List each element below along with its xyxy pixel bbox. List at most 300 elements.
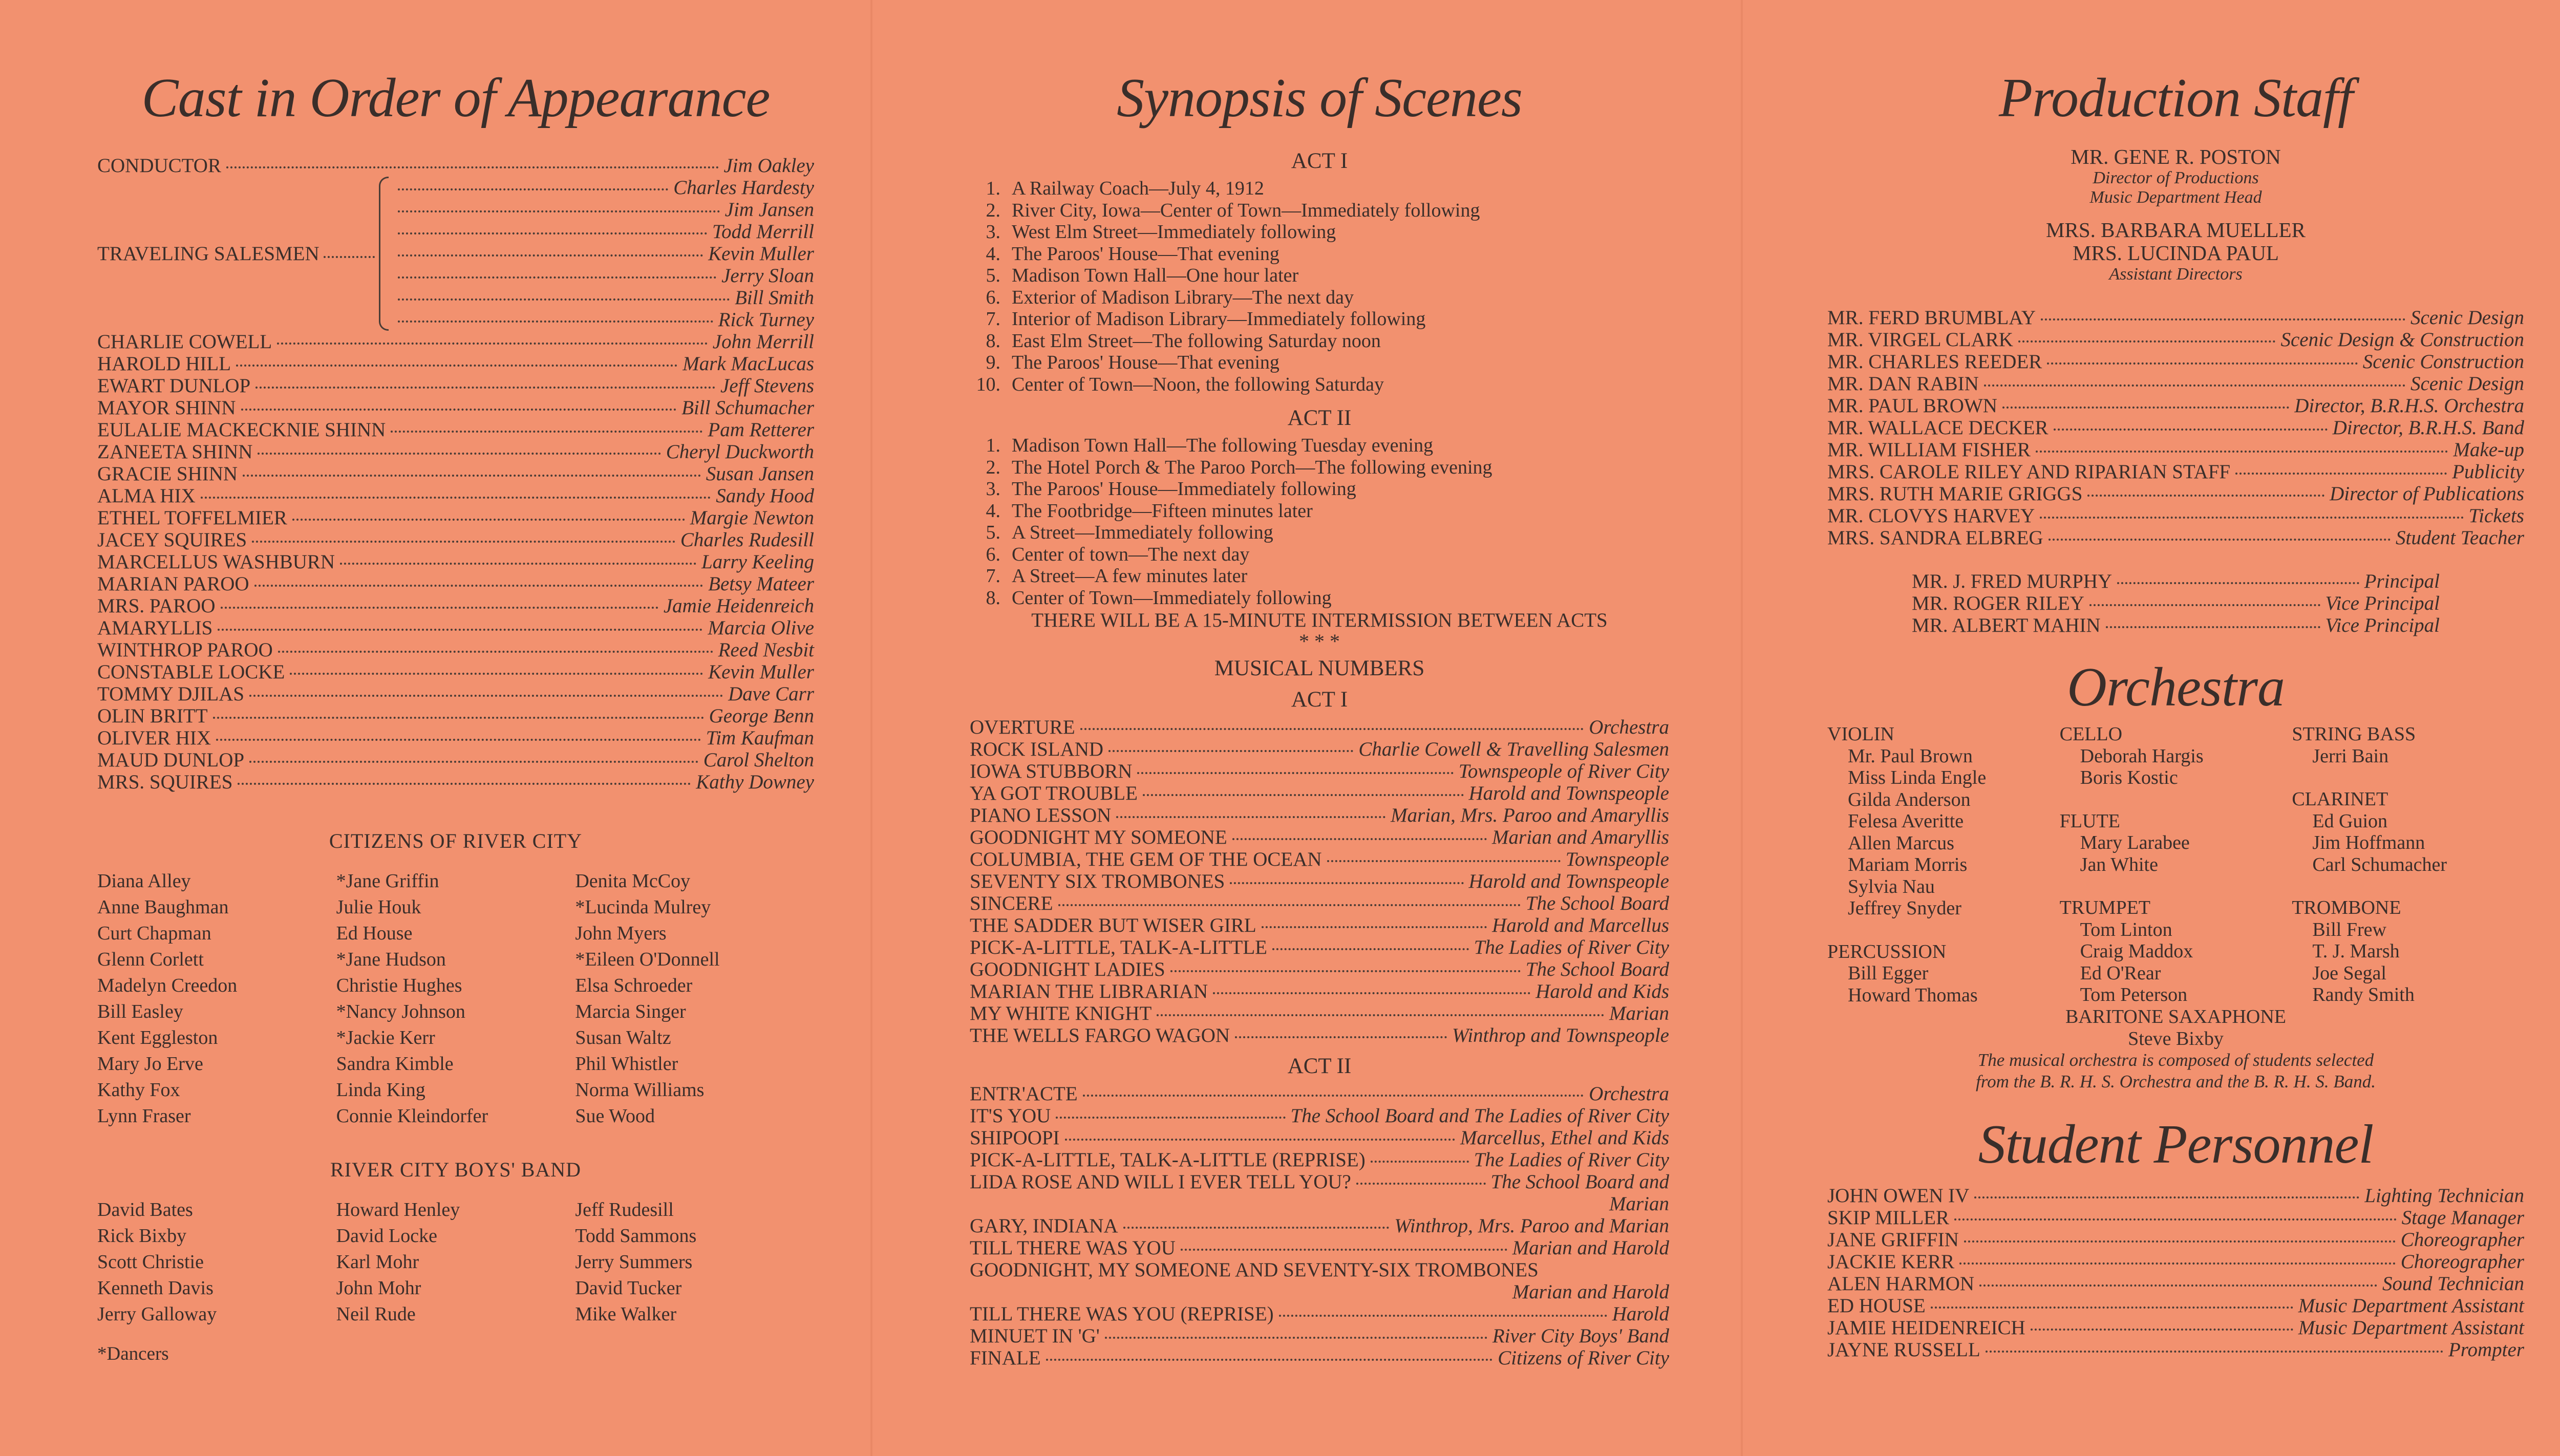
person-name: Kent Eggleston — [97, 1027, 218, 1048]
leader-dots — [241, 409, 677, 411]
scene-number: 1. — [986, 435, 1000, 456]
leader-dots — [1235, 1036, 1447, 1038]
name-column — [575, 1197, 814, 1327]
value: Tickets — [2468, 505, 2524, 527]
leader-dots — [277, 342, 708, 345]
leader-dots — [2089, 604, 2320, 606]
student-row — [1827, 1339, 2524, 1361]
actor-name: Bill Smith — [735, 287, 814, 309]
cast-row — [97, 661, 814, 683]
leader-dots — [1213, 992, 1530, 994]
scene-number: 5. — [986, 522, 1000, 543]
leader-dots — [2047, 362, 2358, 365]
name-column — [97, 868, 336, 1129]
song-title: FINALE — [970, 1347, 1041, 1369]
scene-number: 3. — [986, 221, 1000, 243]
admin-row — [1912, 614, 2440, 636]
song-row — [970, 936, 1669, 958]
value: Scenic Design — [2410, 373, 2524, 395]
value: George Benn — [709, 705, 814, 727]
actor-name: Kevin Muller — [708, 243, 814, 265]
scene-number: 7. — [986, 565, 1000, 587]
musician-name: Ed Guion — [2312, 810, 2388, 832]
performers: Marcellus, Ethel and Kids — [1460, 1127, 1669, 1149]
label: MRS. SQUIRES — [97, 771, 233, 793]
scene-number: 9. — [986, 352, 1000, 373]
label: MR. CLOVYS HARVEY — [1827, 505, 2035, 527]
musical-act1-heading: ACT I — [1291, 688, 1348, 712]
performers: Marian — [1609, 1193, 1669, 1215]
staff-row — [1827, 373, 2524, 395]
person-name: Jeff Rudesill — [575, 1199, 674, 1221]
song-row — [970, 760, 1669, 782]
orchestra-grid — [1827, 723, 2524, 1006]
scene-text: West Elm Street—Immediately following — [1012, 221, 1336, 243]
intermission-note: THERE WILL BE A 15-MINUTE INTERMISSION BETWEEN ACTS — [1031, 609, 1608, 631]
performers-continued — [970, 1281, 1669, 1303]
person-name: Elsa Schroeder — [575, 975, 693, 996]
instrument-section: TROMBONE — [2292, 897, 2401, 918]
song-title: MY WHITE KNIGHT — [970, 1002, 1152, 1024]
person-name: Mary Jo Erve — [97, 1053, 203, 1075]
value: Tim Kaufman — [706, 727, 814, 749]
leader-dots — [2041, 318, 2405, 320]
person-name: Julie Houk — [336, 896, 421, 918]
act2-heading: ACT II — [1287, 406, 1352, 430]
musician-name: Mary Larabee — [2080, 832, 2190, 853]
scene-number: 6. — [986, 286, 1000, 308]
leader-dots — [1116, 816, 1385, 818]
cast-row — [97, 727, 814, 749]
value: Kathy Downey — [696, 771, 814, 793]
scene-number: 10. — [976, 373, 1000, 395]
value: Lighting Technician — [2364, 1185, 2524, 1207]
instrument-section: PERCUSSION — [1827, 940, 1947, 962]
song-title: PICK-A-LITTLE, TALK-A-LITTLE (REPRISE) — [970, 1149, 1366, 1171]
leader-dots — [1964, 1240, 2396, 1243]
performers: Citizens of River City — [1498, 1347, 1669, 1369]
leader-dots — [2040, 517, 2463, 519]
label: MR. WALLACE DECKER — [1827, 417, 2049, 439]
instrument-section: VIOLIN — [1827, 723, 1894, 745]
synopsis-panel — [870, 0, 1741, 1456]
song-title: GOODNIGHT, MY SOMEONE AND SEVENTY-SIX TROMBONES — [970, 1259, 1539, 1281]
song-row — [970, 1325, 1669, 1347]
leader-dots — [1157, 1014, 1604, 1016]
salesman-row — [393, 287, 814, 309]
staff-list — [1827, 307, 2524, 549]
scene-row — [970, 587, 1669, 609]
citizens-heading: CITIZENS OF RIVER CITY — [329, 829, 583, 852]
value: Scenic Design & Construction — [2280, 329, 2524, 351]
leader-dots — [1262, 926, 1487, 928]
person-name: Mike Walker — [575, 1303, 677, 1325]
scene-text: Center of Town—Noon, the following Saturday — [1012, 373, 1384, 395]
person-name: Diana Alley — [97, 870, 191, 892]
song-title: IOWA STUBBORN — [970, 760, 1133, 782]
leader-dots — [252, 541, 675, 543]
value: Larry Keeling — [701, 551, 814, 573]
value: Sound Technician — [2382, 1273, 2524, 1295]
label: JAMIE HEIDENREICH — [1827, 1317, 2025, 1339]
cast-row — [97, 375, 814, 397]
person-name: Bill Easley — [97, 1001, 183, 1022]
song-row — [970, 980, 1669, 1002]
staff-panel — [1741, 0, 2560, 1456]
song-row — [970, 1149, 1669, 1171]
scene-row — [970, 500, 1669, 522]
instrument-section: FLUTE — [2059, 810, 2120, 832]
leader-dots — [292, 519, 685, 521]
musical-act1-list — [970, 716, 1669, 1046]
salesman-row — [393, 309, 814, 331]
song-row — [970, 892, 1669, 914]
value: Director, B.R.H.S. Orchestra — [2294, 395, 2524, 417]
person-name: Connie Kleindorfer — [336, 1105, 488, 1127]
value: John Merrill — [712, 331, 814, 353]
scene-row — [970, 522, 1669, 544]
label: OLIVER HIX — [97, 727, 211, 749]
cast-row — [97, 419, 814, 441]
value: Vice Principal — [2325, 614, 2440, 636]
leader-dots — [2049, 539, 2391, 541]
leader-dots — [226, 166, 719, 168]
assistant-role: Assistant Directors — [2109, 265, 2243, 284]
label: CHARLIE COWELL — [97, 331, 272, 353]
person-name: Anne Baughman — [97, 896, 229, 918]
person-name: David Locke — [336, 1225, 437, 1247]
person-name: Rick Bixby — [97, 1225, 187, 1247]
cast-row — [97, 507, 814, 529]
students-list — [1827, 1185, 2524, 1361]
cast-row — [97, 353, 814, 375]
leader-dots — [391, 431, 702, 433]
leader-dots — [1137, 772, 1453, 774]
song-row — [970, 826, 1669, 848]
cast-row — [97, 573, 814, 595]
leader-dots — [1232, 838, 1487, 840]
leader-dots — [340, 563, 696, 565]
cast-row — [97, 705, 814, 727]
role-label: CONDUCTOR — [97, 155, 221, 177]
value: Choreographer — [2400, 1251, 2524, 1273]
performers: Charlie Cowell & Travelling Salesmen — [1358, 738, 1669, 760]
scene-number: 1. — [986, 178, 1000, 199]
song-title: ENTR'ACTE — [970, 1083, 1078, 1105]
scene-text: Exterior of Madison Library—The next day — [1012, 286, 1354, 308]
name-column — [336, 1197, 575, 1327]
leader-dots — [1170, 970, 1521, 972]
person-name: Karl Mohr — [336, 1251, 419, 1273]
leader-dots — [236, 365, 677, 367]
leader-dots — [249, 761, 698, 763]
musician-name: Jerri Bain — [2312, 745, 2389, 767]
staff-title: Production Staff — [1999, 68, 2353, 129]
value: Charles Rudesill — [680, 529, 814, 551]
scene-row — [970, 178, 1669, 200]
cast-row — [97, 529, 814, 551]
salesman-row — [393, 221, 814, 243]
scene-text: River City, Iowa—Center of Town—Immediately following — [1012, 199, 1480, 221]
value: Principal — [2364, 570, 2440, 592]
actor-name: Todd Merrill — [712, 221, 814, 243]
song-title: TILL THERE WAS YOU — [970, 1237, 1176, 1259]
label: MRS. SANDRA ELBREG — [1827, 527, 2043, 549]
person-name: *Jane Hudson — [336, 949, 446, 970]
scene-row — [970, 243, 1669, 265]
scene-text: The Footbridge—Fifteen minutes later — [1012, 500, 1313, 522]
leader-dots — [221, 607, 658, 609]
orchestra-note-2: from the B. R. H. S. Orchestra and the B. R. H. S. Band. — [1976, 1072, 2376, 1091]
act2-scenes — [970, 435, 1669, 609]
leader-dots — [2002, 406, 2289, 409]
performers: The School Board — [1525, 958, 1669, 980]
label: MRS. PAROO — [97, 595, 216, 617]
assistant-director-2: MRS. LUCINDA PAUL — [2073, 241, 2279, 265]
performers: The School Board — [1525, 892, 1669, 914]
performers: The School Board and — [1490, 1171, 1669, 1193]
person-name: Kathy Fox — [97, 1079, 180, 1101]
scene-number: 7. — [986, 308, 1000, 330]
person-name: Sue Wood — [575, 1105, 655, 1127]
leader-dots — [2117, 582, 2359, 584]
value: Susan Jansen — [706, 463, 814, 485]
person-name: Todd Sammons — [575, 1225, 697, 1247]
student-row — [1827, 1207, 2524, 1229]
instrument-section: CLARINET — [2292, 788, 2388, 810]
band-grid — [97, 1197, 814, 1327]
value: Music Department Assistant — [2298, 1295, 2524, 1317]
musician-name: Deborah Hargis — [2080, 745, 2204, 767]
value: Carol Shelton — [703, 749, 814, 771]
song-row — [970, 870, 1669, 892]
musician-name: Sylvia Nau — [1848, 875, 1935, 897]
label: JOHN OWEN IV — [1827, 1185, 1970, 1207]
instrument-section: STRING BASS — [2292, 723, 2416, 745]
musician-name: Tom Linton — [2080, 918, 2172, 940]
performers: Marian — [1609, 1002, 1669, 1024]
performers: Orchestra — [1589, 716, 1669, 738]
cast-row-conductor — [97, 155, 814, 177]
salesman-row — [393, 243, 814, 265]
musician-name: Bill Egger — [1848, 962, 1929, 984]
scene-text: Madison Town Hall—One hour later — [1012, 265, 1299, 286]
role-label: TRAVELING SALESMEN — [97, 243, 319, 265]
song-title: YA GOT TROUBLE — [970, 782, 1138, 804]
student-row — [1827, 1295, 2524, 1317]
scene-number: 5. — [986, 265, 1000, 286]
leader-dots — [1181, 1249, 1507, 1251]
scene-row — [970, 308, 1669, 330]
citizens-grid — [97, 868, 814, 1129]
musician-name: Jan White — [2080, 853, 2158, 875]
person-name: Curt Chapman — [97, 923, 211, 944]
scene-text: Madison Town Hall—The following Tuesday evening — [1012, 435, 1434, 456]
student-row — [1827, 1273, 2524, 1295]
song-row — [970, 914, 1669, 936]
song-row — [970, 1002, 1669, 1024]
song-title: MARIAN THE LIBRARIAN — [970, 980, 1208, 1002]
staff-row — [1827, 505, 2524, 527]
person-name: John Myers — [575, 923, 667, 944]
leader-dots — [2106, 626, 2320, 628]
cast-row — [97, 397, 814, 419]
label: MR. WILLIAM FISHER — [1827, 439, 2031, 461]
admin-row — [1912, 570, 2440, 592]
orchestra-column — [2060, 723, 2292, 1006]
cast-row — [97, 331, 814, 353]
student-row — [1827, 1251, 2524, 1273]
actor-name: Jim Jansen — [724, 199, 814, 221]
value: Marcia Olive — [708, 617, 814, 639]
performers: Orchestra — [1589, 1083, 1669, 1105]
leader-dots — [2235, 473, 2447, 475]
leader-dots — [290, 673, 703, 675]
label: MAYOR SHINN — [97, 397, 236, 419]
label: WINTHROP PAROO — [97, 639, 273, 661]
musician-name: Felesa Averitte — [1848, 810, 1964, 832]
cast-row — [97, 485, 814, 507]
leader-dots — [1954, 1218, 2397, 1221]
leader-dots — [1356, 1183, 1486, 1185]
cast-row — [97, 771, 814, 793]
musician-name: Mariam Morris — [1848, 854, 1968, 875]
cast-roles-list — [97, 331, 814, 793]
leader-dots — [398, 276, 716, 279]
cast-row — [97, 441, 814, 463]
instrument-section: TRUMPET — [2059, 897, 2151, 918]
act1-heading: ACT I — [1291, 149, 1348, 173]
value: Director, B.R.H.S. Band — [2332, 417, 2524, 439]
cast-title: Cast in Order of Appearance — [141, 68, 770, 129]
person-name: *Jane Griffin — [336, 870, 439, 892]
person-name: David Bates — [97, 1199, 193, 1221]
synopsis-title: Synopsis of Scenes — [1117, 68, 1522, 129]
cast-row — [97, 595, 814, 617]
song-title: THE WELLS FARGO WAGON — [970, 1024, 1230, 1046]
leader-dots — [1986, 1351, 2443, 1353]
song-title: PICK-A-LITTLE, TALK-A-LITTLE — [970, 936, 1267, 958]
scene-number: 2. — [986, 456, 1000, 478]
song-row — [970, 716, 1669, 738]
song-row — [970, 958, 1669, 980]
song-title: SEVENTY SIX TROMBONES — [970, 870, 1225, 892]
scene-text: East Elm Street—The following Saturday noon — [1012, 330, 1381, 352]
value: Director of Publications — [2330, 483, 2524, 505]
value: Dave Carr — [728, 683, 814, 705]
label: MAUD DUNLOP — [97, 749, 245, 771]
actor-name: Charles Hardesty — [673, 177, 814, 199]
leader-dots — [254, 585, 703, 587]
scene-text: Center of Town—Immediately following — [1012, 587, 1332, 609]
staff-row — [1827, 351, 2524, 373]
value: Student Teacher — [2396, 527, 2524, 549]
label: EWART DUNLOP — [97, 375, 251, 397]
leader-dots — [278, 651, 713, 653]
person-name: Glenn Corlett — [97, 949, 204, 970]
scene-number: 2. — [986, 199, 1000, 221]
performers: Harold and Townspeople — [1468, 782, 1669, 804]
label: MR. FERD BRUMBLAY — [1827, 307, 2036, 329]
musician-name: Joe Segal — [2312, 962, 2386, 984]
value: Vice Principal — [2325, 592, 2440, 614]
orchestra-column — [1827, 723, 2060, 1006]
actor-name: Rick Turney — [718, 309, 814, 331]
song-row — [970, 1024, 1669, 1046]
value: Publicity — [2452, 461, 2524, 483]
student-row — [1827, 1185, 2524, 1207]
scene-text: A Street—Immediately following — [1012, 522, 1273, 543]
label: MR. PAUL BROWN — [1827, 395, 1997, 417]
person-name: Christie Hughes — [336, 975, 462, 996]
musician-name: Jeffrey Snyder — [1848, 897, 1961, 919]
person-name: Marcia Singer — [575, 1001, 686, 1022]
label: MR. ROGER RILEY — [1912, 592, 2084, 614]
song-row — [970, 1105, 1669, 1127]
leader-dots — [1046, 1359, 1493, 1361]
scene-row — [970, 478, 1669, 500]
label: ALMA HIX — [97, 485, 196, 507]
person-name: Scott Christie — [97, 1251, 204, 1273]
performers: The School Board and The Ladies of River City — [1290, 1105, 1669, 1127]
label: JAYNE RUSSELL — [1827, 1339, 1980, 1361]
musician-name: Gilda Anderson — [1848, 788, 1971, 810]
value: Margie Newton — [690, 507, 814, 529]
orchestra-title: Orchestra — [2067, 657, 2285, 718]
label: MRS. CAROLE RILEY AND RIPARIAN STAFF — [1827, 461, 2231, 483]
label: ZANEETA SHINN — [97, 441, 253, 463]
director-role-2: Music Department Head — [2089, 188, 2262, 207]
musician-name: Howard Thomas — [1848, 984, 1978, 1006]
scene-row — [970, 352, 1669, 374]
staff-row — [1827, 329, 2524, 351]
musical-act2-heading: ACT II — [1287, 1054, 1352, 1078]
scene-row — [970, 330, 1669, 352]
leader-dots — [1959, 1262, 2396, 1265]
leader-dots — [1974, 1196, 2359, 1198]
salesman-row — [393, 199, 814, 221]
value: Jamie Heidenreich — [663, 595, 814, 617]
song-title: SINCERE — [970, 892, 1053, 914]
label: ETHEL TOFFELMIER — [97, 507, 287, 529]
cast-row — [97, 749, 814, 771]
value: Bill Schumacher — [681, 397, 814, 419]
musician-name: Jim Hoffmann — [2312, 832, 2425, 853]
value: Kevin Muller — [708, 661, 814, 683]
scene-row — [970, 565, 1669, 587]
leader-dots — [1979, 1284, 2377, 1287]
musician-name: Randy Smith — [2312, 984, 2415, 1005]
musician-name: Boris Kostic — [2080, 767, 2178, 788]
musical-act2-list — [970, 1083, 1669, 1369]
salesmen-list — [393, 177, 814, 331]
scene-row — [970, 287, 1669, 309]
scene-text: Interior of Madison Library—Immediately following — [1012, 308, 1426, 330]
leader-dots — [2087, 495, 2324, 497]
scene-row — [970, 221, 1669, 243]
staff-row — [1827, 483, 2524, 505]
separator-stars: * * * — [1299, 630, 1340, 653]
brace — [379, 177, 389, 331]
scene-number: 8. — [986, 330, 1000, 352]
scene-row — [970, 200, 1669, 222]
leader-dots — [1931, 1307, 2293, 1309]
value: Scenic Construction — [2362, 351, 2524, 373]
staff-row — [1827, 527, 2524, 549]
leader-dots — [1056, 1117, 1285, 1119]
scene-text: A Street—A few minutes later — [1012, 565, 1248, 587]
performers: The Ladies of River City — [1474, 1149, 1669, 1171]
